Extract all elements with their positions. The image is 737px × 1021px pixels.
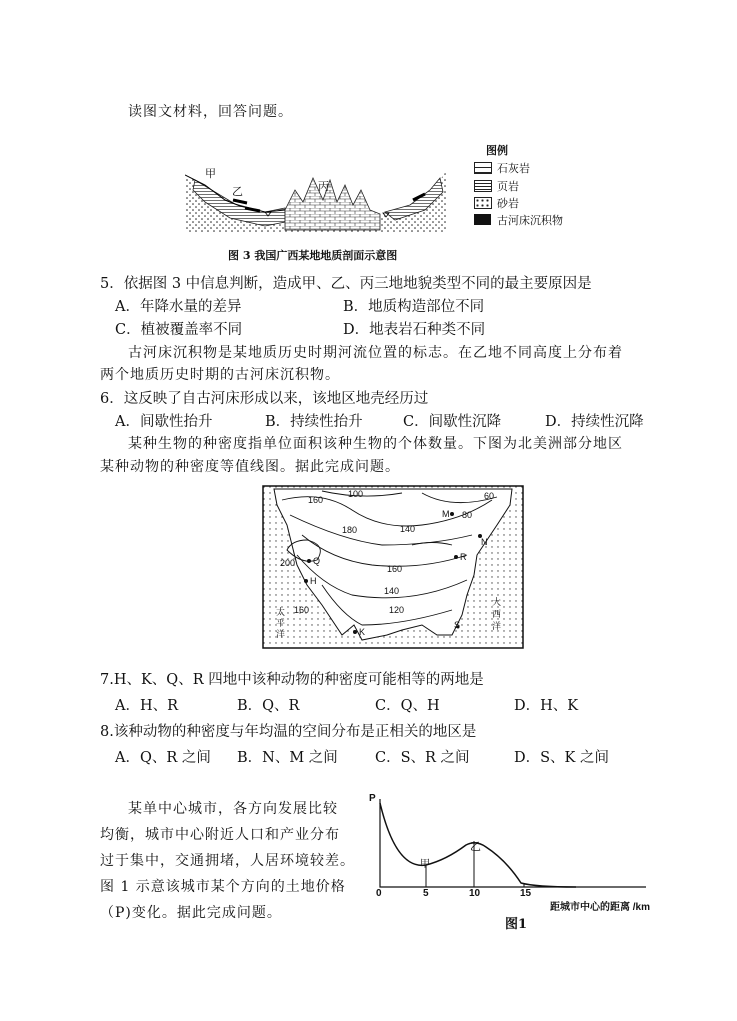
point-r: R <box>460 552 467 562</box>
fig1-y-label: P <box>369 793 376 804</box>
geologic-section-figure <box>185 160 450 232</box>
legend-sandstone-swatch <box>474 197 492 209</box>
fig1-xtick-15: 15 <box>520 888 532 899</box>
point-h: H <box>310 576 317 586</box>
contour-label: 140 <box>400 524 416 534</box>
q6-option-b[interactable]: B．持续性抬升 <box>265 414 363 430</box>
point-q: Q <box>313 556 321 566</box>
fig1-x-label: 距城市中心的距离 /km <box>550 902 651 913</box>
city-text-line2: 均衡，城市中心附近人口和产业分布 <box>100 827 340 843</box>
q7-option-b[interactable]: B．Q、R <box>237 698 300 714</box>
city-text-line3: 过于集中，交通拥堵，人居环境较差。 <box>100 853 355 869</box>
contour-label: 80 <box>462 510 473 520</box>
q6-material-line2: 两个地质历史时期的古河床沉积物。 <box>100 367 340 383</box>
point-m: M <box>442 509 450 519</box>
intro-text: 读图文材料，回答问题。 <box>128 104 293 120</box>
q5-option-d[interactable]: D．地表岩石种类不同 <box>343 322 486 338</box>
legend-riverbed-swatch <box>474 214 491 225</box>
q7-option-c[interactable]: C．Q、H <box>375 698 440 714</box>
contour-label: 60 <box>484 491 495 501</box>
map-labels <box>262 485 524 649</box>
land-price-figure <box>366 795 666 910</box>
q8-option-d[interactable]: D．S、K 之间 <box>514 750 610 766</box>
contour-label: 120 <box>389 605 405 615</box>
fig1-label-jia: 甲 <box>420 859 430 870</box>
q5-stem: 5．依据图 3 中信息判断，造成甲、乙、丙三地地貌类型不同的最主要原因是 <box>100 276 592 292</box>
legend-title: 图例 <box>486 144 508 157</box>
city-text-line5: （P)变化。据此完成问题。 <box>100 905 282 921</box>
fig3-label-jia: 甲 <box>205 167 216 180</box>
q8-option-c[interactable]: C．S、R 之间 <box>375 750 470 766</box>
legend-limestone: 石灰岩 <box>497 162 530 175</box>
q6-option-d[interactable]: D．持续性沉降 <box>545 414 644 430</box>
contour-label: 160 <box>387 564 403 574</box>
legend-limestone-swatch <box>474 162 492 174</box>
q5-option-c[interactable]: C．植被覆盖率不同 <box>115 322 243 338</box>
city-text-line4: 图 1 示意该城市某个方向的土地价格 <box>100 879 346 895</box>
fig3-label-yi: 乙 <box>232 185 243 198</box>
fig1-xtick-5: 5 <box>423 888 429 899</box>
q5-option-b[interactable]: B．地质构造部位不同 <box>343 299 485 315</box>
legend-shale: 页岩 <box>497 180 519 193</box>
ocean-atlantic-3: 洋 <box>492 621 502 631</box>
q6-option-a[interactable]: A．间歇性抬升 <box>115 414 213 430</box>
contour-label: 160 <box>294 605 310 615</box>
q5-option-a[interactable]: A．年降水量的差异 <box>115 299 242 315</box>
q6-stem: 6．这反映了自古河床形成以来，该地区地壳经历过 <box>100 391 429 407</box>
q7-option-a[interactable]: A．H、R <box>115 698 179 714</box>
q7-material-line1: 某种生物的种密度指单位面积该种生物的个体数量。下图为北美洲部分地区 <box>128 436 623 452</box>
contour-label: 180 <box>342 525 358 535</box>
q8-option-a[interactable]: A．Q、R 之间 <box>115 750 211 766</box>
fig1-xtick-10: 10 <box>469 888 481 899</box>
fig1-xtick-0: 0 <box>376 888 382 899</box>
ocean-pacific-2: 平 <box>276 618 286 628</box>
ocean-atlantic-2: 西 <box>492 609 502 619</box>
legend-riverbed: 古河床沉积物 <box>497 214 563 227</box>
contour-label: 160 <box>308 495 324 505</box>
legend-shale-swatch <box>474 180 492 192</box>
contour-label: 140 <box>384 586 400 596</box>
q6-option-c[interactable]: C．间歇性沉降 <box>403 414 502 430</box>
q8-option-b[interactable]: B．N、M 之间 <box>237 750 338 766</box>
ocean-pacific-1: 太 <box>276 607 286 617</box>
point-k: K <box>359 627 366 637</box>
q8-stem: 8.该种动物的种密度与年均温的空间分布是正相关的地区是 <box>100 724 477 740</box>
q7-material-line2: 某种动物的种密度等值线图。据此完成问题。 <box>100 459 400 475</box>
q6-material-line1: 古河床沉积物是某地质历史时期河流位置的标志。在乙地不同高度上分布着 <box>128 345 623 361</box>
legend-sandstone: 砂岩 <box>497 197 519 210</box>
fig1-label-yi: 乙 <box>470 840 481 853</box>
point-s: S <box>454 620 461 630</box>
contour-label: 100 <box>348 489 364 499</box>
contour-label: 200 <box>280 558 296 568</box>
point-n: N <box>481 537 488 547</box>
fig1-caption: 图1 <box>505 917 528 932</box>
ocean-atlantic-1: 大 <box>492 597 502 607</box>
fig3-label-bing: 丙 <box>318 180 329 193</box>
ocean-pacific-3: 洋 <box>276 629 286 639</box>
q7-stem: 7.H、K、Q、R 四地中该种动物的种密度可能相等的两地是 <box>100 672 484 688</box>
fig3-caption: 图 3 我国广西某地地质剖面示意图 <box>228 249 398 262</box>
city-text-line1: 某单中心城市，各方向发展比较 <box>128 801 338 817</box>
q7-option-d[interactable]: D．H、K <box>514 698 579 714</box>
